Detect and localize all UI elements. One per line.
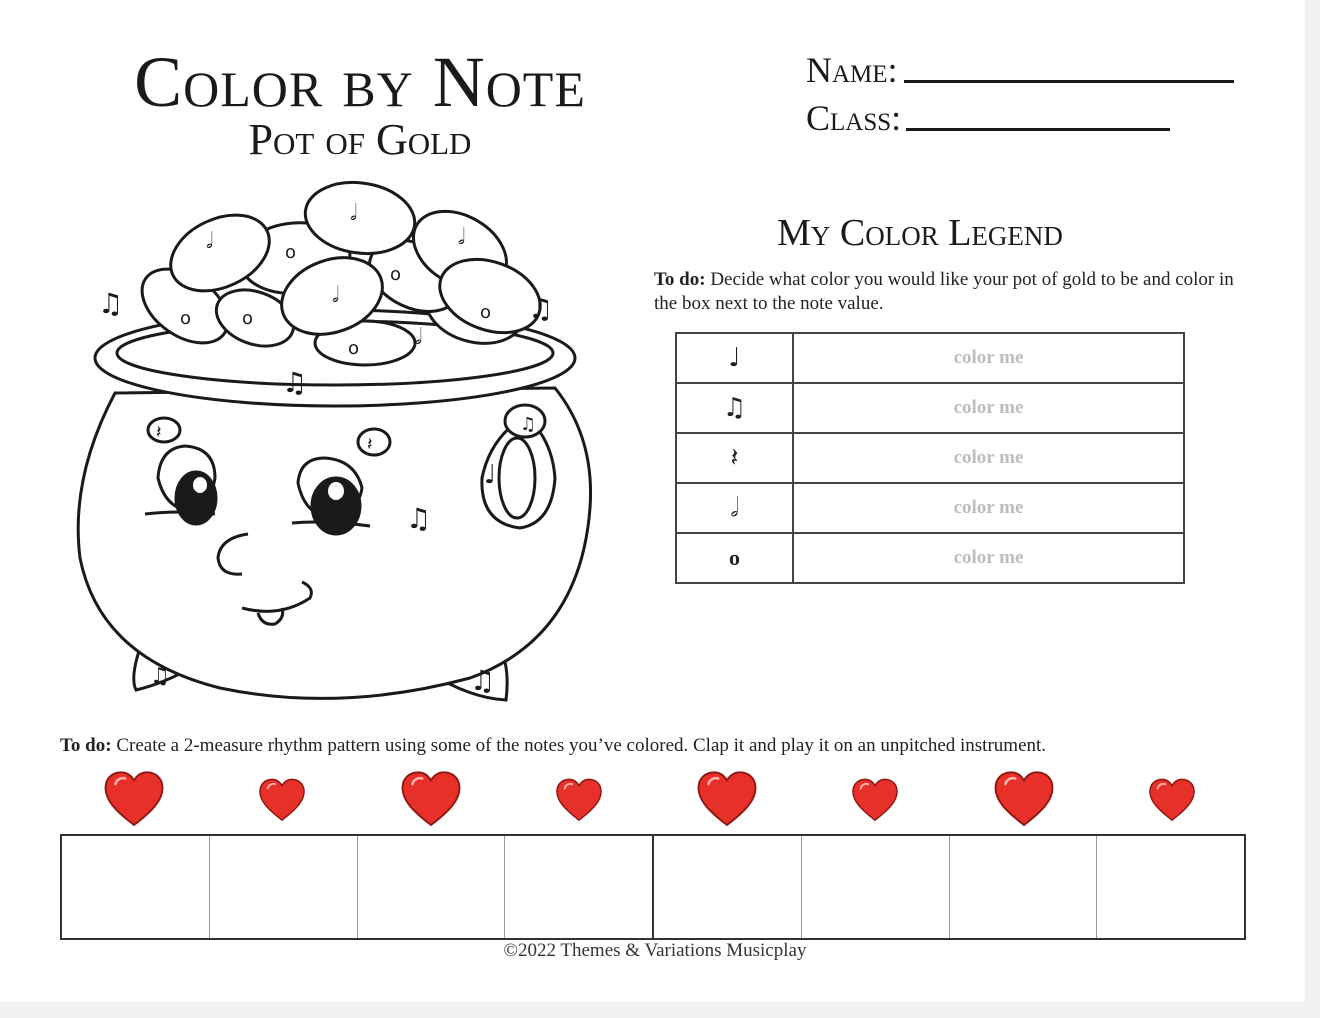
beat-box[interactable] [505, 836, 654, 938]
class-field[interactable] [906, 128, 1170, 131]
svg-text:♫: ♫ [470, 664, 496, 697]
heart-icon [1148, 776, 1196, 824]
name-field[interactable] [904, 80, 1234, 83]
legend-row [676, 333, 1184, 383]
heart-icon [696, 768, 758, 830]
svg-text:♫: ♫ [406, 502, 432, 535]
svg-text:o: o [242, 308, 254, 329]
heart-icon [555, 776, 603, 824]
svg-text:𝄽: 𝄽 [367, 434, 373, 455]
svg-text:𝅗𝅥: 𝅗𝅥 [458, 225, 465, 250]
legend-title: My Color Legend [777, 212, 1063, 254]
svg-text:𝅗𝅥: 𝅗𝅥 [206, 229, 213, 254]
svg-text:𝅗𝅥: 𝅗𝅥 [332, 283, 339, 308]
svg-text:𝅗𝅥: 𝅗𝅥 [415, 325, 422, 350]
quarter-note-icon: ♩ [676, 333, 793, 383]
svg-text:o: o [480, 302, 492, 323]
svg-text:o: o [348, 338, 360, 359]
rhythm-instructions [60, 734, 1260, 758]
beat-box[interactable] [802, 836, 950, 938]
svg-text:𝄽: 𝄽 [156, 422, 162, 443]
svg-text:o: o [285, 242, 297, 263]
heart-icon [103, 768, 165, 830]
legend-row [676, 483, 1184, 533]
rhythm-todo-label: To do: [60, 735, 112, 756]
half-note-icon: 𝅗𝅥 [676, 483, 793, 533]
copyright-footer: ©2022 Themes & Variations Musicplay [503, 940, 807, 961]
beat-box[interactable] [1097, 836, 1244, 938]
svg-text:♫: ♫ [282, 366, 308, 399]
color-me-box[interactable]: color me [793, 333, 1184, 383]
legend-todo-label: To do: [654, 269, 706, 290]
svg-text:♫: ♫ [150, 664, 170, 689]
legend-row [676, 433, 1184, 483]
legend-row [676, 383, 1184, 433]
class-label: Class: [806, 98, 902, 138]
color-me-box[interactable]: color me [793, 433, 1184, 483]
svg-text:o: o [180, 308, 192, 329]
beat-hearts [60, 768, 1246, 832]
beat-box[interactable] [62, 836, 210, 938]
page-subtitle: Pot of Gold [248, 115, 472, 164]
color-me-box[interactable]: color me [793, 533, 1184, 583]
svg-text:o: o [390, 264, 402, 285]
rhythm-todo-text: Create a 2-measure rhythm pattern using some of the notes you’ve colored. Clap it and play it on an unpitched instrument. [111, 735, 1047, 756]
legend-todo-text: Decide what color you would like your pot of gold to be and color in the box next to the note value. [654, 269, 1234, 314]
heart-icon [851, 776, 899, 824]
beat-box[interactable] [358, 836, 506, 938]
svg-text:♫: ♫ [520, 414, 537, 435]
rhythm-measures [60, 834, 1246, 940]
quarter-rest-icon: 𝄽 [676, 433, 793, 483]
legend-row [676, 533, 1184, 583]
color-me-box[interactable]: color me [793, 383, 1184, 433]
heart-icon [258, 776, 306, 824]
name-label: Name: [806, 50, 898, 90]
svg-text:𝅗𝅥: 𝅗𝅥 [350, 201, 357, 226]
color-me-box[interactable]: color me [793, 483, 1184, 533]
beat-box[interactable] [210, 836, 358, 938]
beat-box[interactable] [950, 836, 1098, 938]
color-legend-table [675, 332, 1185, 584]
svg-text:♩: ♩ [484, 460, 497, 490]
whole-note-icon: o [676, 533, 793, 583]
svg-text:♫: ♫ [98, 287, 124, 320]
page-title: Color by Note [134, 42, 586, 122]
svg-text:♫: ♫ [528, 292, 554, 325]
heart-icon [400, 768, 462, 830]
beat-box[interactable] [654, 836, 802, 938]
legend-instructions [654, 268, 1244, 316]
pot-of-gold-illustration [70, 178, 600, 713]
eighth-notes-icon: ♫ [676, 383, 793, 433]
heart-icon [993, 768, 1055, 830]
